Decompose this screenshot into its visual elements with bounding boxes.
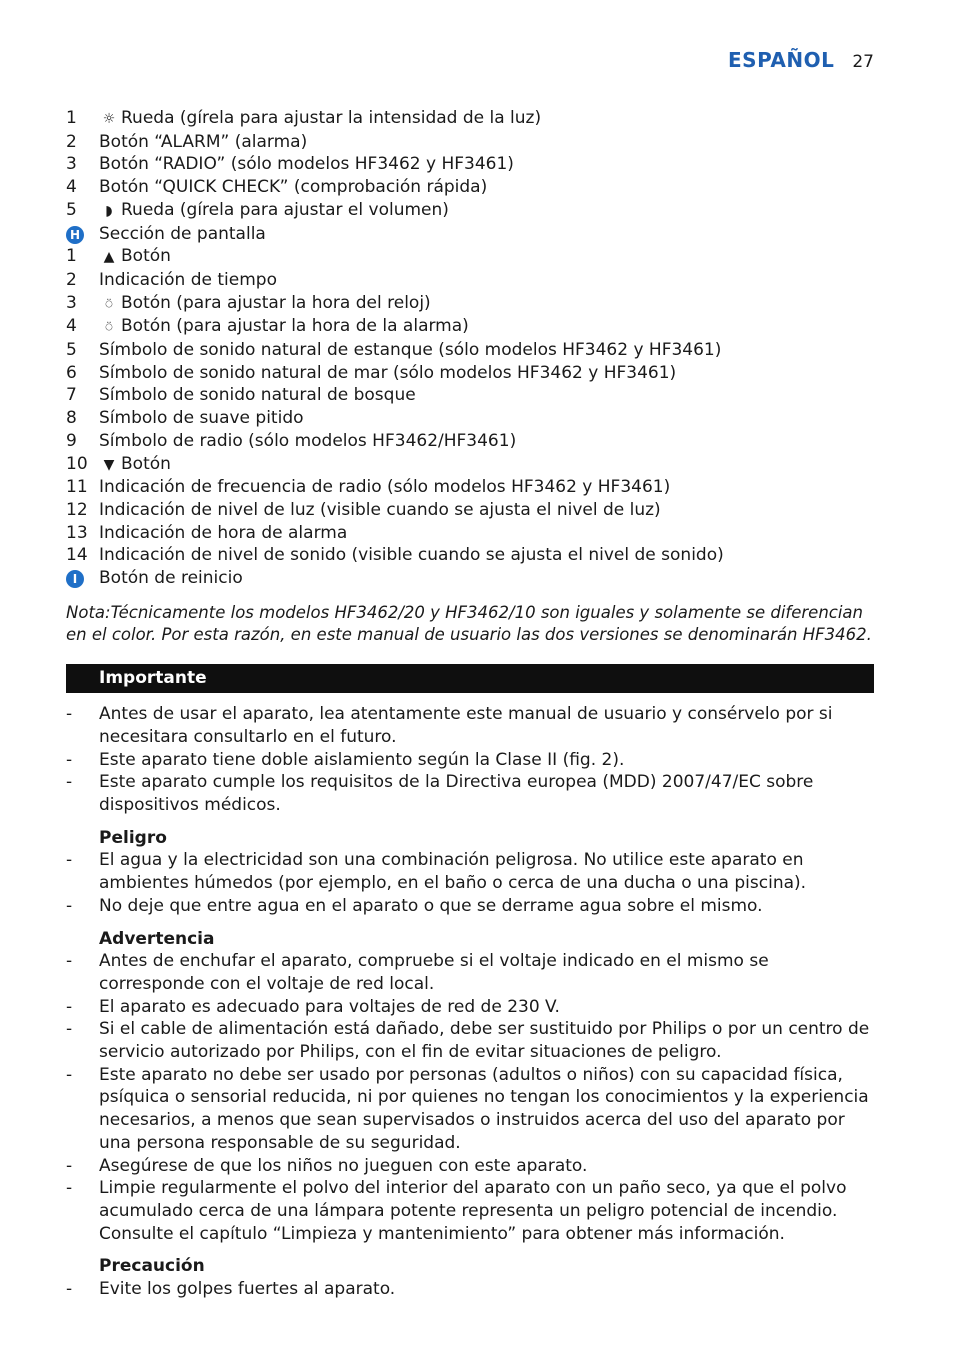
bullet-item [66,1018,874,1063]
list-item-text: Botón [121,246,171,267]
list-item-number: 3 [66,292,77,313]
list-item-text: Indicación de nivel de luz (visible cuando se ajusta el nivel de luz) [99,499,661,520]
bullet-dash: - [66,951,73,972]
list-item-number: 4 [66,316,77,337]
sun-icon: ☼ [102,111,116,127]
bullet-item [66,996,874,1019]
list-item-text: Símbolo de suave pitido [99,408,304,429]
list-item [66,384,874,407]
list-item [66,522,874,545]
list-item [66,339,874,362]
important-bullets [66,703,874,817]
display-list [66,245,874,567]
advertencia-heading: Advertencia [99,928,215,949]
list-item-number: 4 [66,177,77,198]
list-item-number: 5 [66,340,77,361]
clock-icon: ⍥ [105,296,113,311]
bullet-dash: - [66,1279,73,1300]
section-i-label: Botón de reinicio [99,568,243,589]
speaker-icon: ◗ [105,202,113,219]
bullet-text: Asegúrese de que los niños no jueguen con este aparato. [99,1155,588,1176]
bullet-dash: - [66,895,73,916]
list-item-text: Símbolo de sonido natural de bosque [99,385,416,406]
list-item-number: 10 [66,453,88,474]
bullet-item [66,895,874,918]
section-h-row [66,223,874,246]
bullet-text: No deje que entre agua en el aparato o que se derrame agua sobre el mismo. [99,895,763,916]
note-paragraph: Nota:Técnicamente los modelos HF3462/20 y HF3462/10 son iguales y solamente se diferencian en el color. Por esta razón, en este manual de usuario las dos versiones se denominarán HF3462. [66,602,872,645]
list-item-number: 9 [66,430,77,451]
bullet-text: Este aparato cumple los requisitos de la Directiva europea (MDD) 2007/47/EC sobre dispositivos médicos. [99,772,814,815]
list-item [66,453,874,477]
list-item-text: Indicación de hora de alarma [99,522,348,543]
list-item-text: Botón “ALARM” (alarma) [99,131,308,152]
bullet-text: El aparato es adecuado para voltajes de red de 230 V. [99,996,560,1017]
list-item [66,176,874,199]
list-item-number: 5 [66,199,77,220]
list-item-number: 8 [66,408,77,429]
list-item-number: 2 [66,269,77,290]
bullet-item [66,1155,874,1178]
bullet-item [66,849,874,894]
important-title: Importante [99,668,207,689]
list-item-text: Indicación de frecuencia de radio (sólo modelos HF3462 y HF3461) [99,477,671,498]
peligro-heading: Peligro [99,827,167,848]
list-item [66,315,874,339]
triangle-down-icon: ▼ [103,456,115,473]
list-item [66,153,874,176]
bullet-item [66,950,874,995]
list-item [66,544,874,567]
list-item-number: 12 [66,499,88,520]
bullet-dash: - [66,996,73,1017]
list-item-text: Símbolo de sonido natural de mar (sólo modelos HF3462 y HF3461) [99,362,677,383]
bullet-item [66,1278,874,1301]
precaucion-bullets [66,1278,874,1301]
list-item [66,269,874,292]
page-content [66,107,874,1301]
bullet-dash: - [66,850,73,871]
bullet-item [66,771,874,816]
precaucion-heading: Precaución [99,1256,205,1277]
bullet-dash: - [66,1064,73,1085]
list-item [66,131,874,154]
list-item-number: 11 [66,477,88,498]
bullet-item [66,749,874,772]
bullet-dash: - [66,704,73,725]
section-h-label: Sección de pantalla [99,223,266,244]
bullet-text: Este aparato no debe ser usado por personas (adultos o niños) con su capacidad física, psíquica o sensorial reducida, ni por quienes no tengan los conocimientos y la experiencia necesarios, a menos que sean supervisados o instruidos acerca del uso del aparato por una persona responsable de su seguridad. [99,1064,869,1153]
bullet-text: Si el cable de alimentación está dañado, debe ser sustituido por Philips o por un centro de servicio autorizado por Philips, con el fin de evitar situaciones de peligro. [99,1019,870,1063]
page-number: 27 [852,52,874,72]
controls-list [66,107,874,223]
list-item [66,362,874,385]
bullet-dash: - [66,1178,73,1199]
bullet-dash: - [66,772,73,793]
bullet-dash: - [66,1155,73,1176]
list-item [66,407,874,430]
bullet-text: Este aparato tiene doble aislamiento según la Clase II (fig. 2). [99,749,625,770]
list-item-number: 7 [66,385,77,406]
list-item-number: 13 [66,522,88,543]
list-item-text: Rueda (gírela para ajustar el volumen) [121,199,449,220]
list-item-text: Indicación de tiempo [99,269,277,290]
list-item-number: 3 [66,154,77,175]
list-item-number: 6 [66,362,77,383]
bullet-text: El agua y la electricidad son una combinación peligrosa. No utilice este aparato en ambientes húmedos (por ejemplo, en el baño o cerca de una ducha o una piscina). [99,850,807,894]
list-item [66,199,874,223]
list-item [66,245,874,269]
section-badge-i: I [66,570,84,588]
list-item-text: Botón [121,453,171,474]
important-section-bar [66,664,874,693]
list-item-text: Rueda (gírela para ajustar la intensidad de la luz) [121,108,542,128]
list-item-text: Botón (para ajustar la hora de la alarma) [121,316,469,337]
list-item-text: Indicación de nivel de sonido (visible cuando se ajusta el nivel de sonido) [99,545,724,566]
bullet-text: Evite los golpes fuertes al aparato. [99,1279,396,1300]
section-i-row [66,567,874,590]
list-item-text: Botón (para ajustar la hora del reloj) [121,292,431,313]
list-item [66,292,874,316]
bullet-dash: - [66,749,73,770]
bullet-text: Antes de usar el aparato, lea atentamente este manual de usuario y consérvelo por si necesitara consultarlo en el futuro. [99,704,833,747]
list-item-number: 2 [66,131,77,152]
section-badge-h: H [66,226,84,244]
language-label: ESPAÑOL [728,48,835,72]
list-item [66,476,874,499]
bullet-item [66,1177,874,1245]
bullet-text: Limpie regularmente el polvo del interior del aparato con un paño seco, ya que el polvo acumulado cerca de una lámpara potente representa un peligro potencial de incendio. Consulte el capítulo “Limpieza y mantenimiento” para obtener más información. [99,1178,847,1244]
list-item-text: Símbolo de sonido natural de estanque (sólo modelos HF3462 y HF3461) [99,340,722,361]
list-item-number: 14 [66,545,88,566]
bullet-item [66,1064,874,1155]
triangle-up-icon: ▲ [103,249,115,266]
list-item [66,107,874,131]
peligro-bullets [66,849,874,917]
list-item-text: Botón “RADIO” (sólo modelos HF3462 y HF3461) [99,154,514,175]
bullet-dash: - [66,1019,73,1040]
list-item-number: 1 [66,246,77,267]
bullet-text: Antes de enchufar el aparato, compruebe si el voltaje indicado en el mismo se corresponde con el voltaje de red local. [99,951,769,994]
list-item-text: Símbolo de radio (sólo modelos HF3462/HF3461) [99,430,517,451]
list-item-number: 1 [66,108,77,128]
advertencia-bullets [66,950,874,1245]
list-item [66,499,874,522]
alarm-clock-icon: ⍥ [105,320,113,335]
bullet-item [66,703,874,748]
list-item [66,430,874,453]
list-item-text: Botón “QUICK CHECK” (comprobación rápida) [99,177,488,198]
page-header [728,48,874,72]
